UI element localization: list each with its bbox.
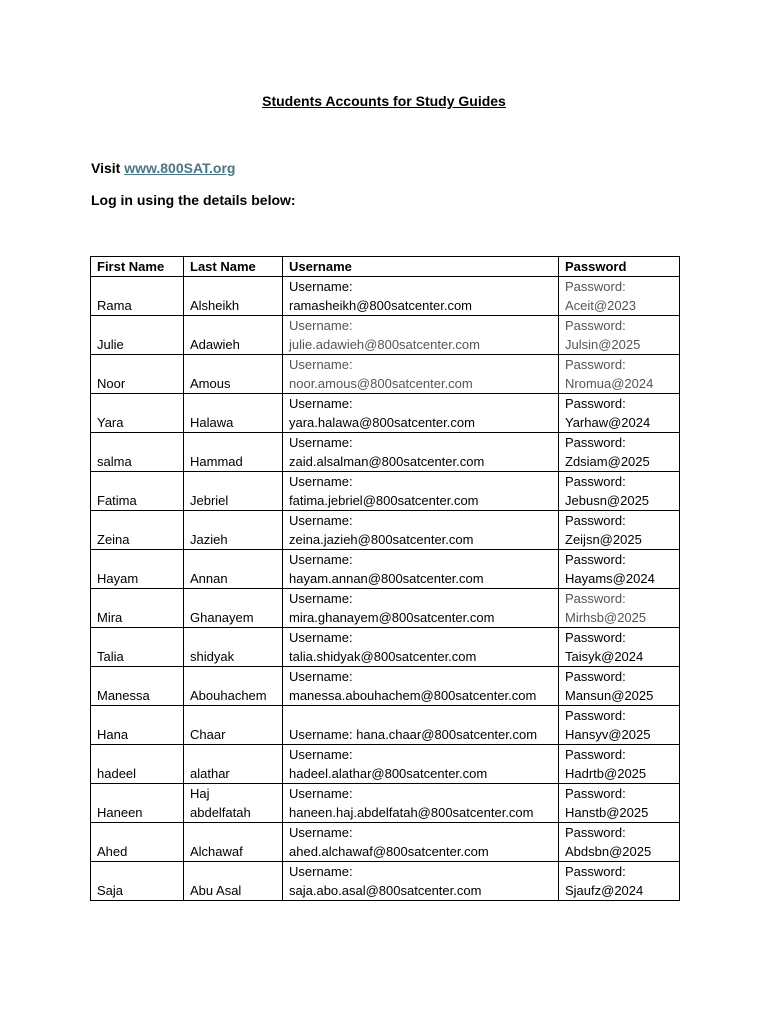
- username-value: mira.ghanayem@800satcenter.com: [289, 610, 495, 625]
- password-value: Hayams@2024: [565, 571, 655, 586]
- last-name-cell: Adawieh: [184, 316, 283, 355]
- username-cell: [283, 862, 559, 901]
- first-name-cell: Manessa: [91, 667, 184, 706]
- username-label: Username:: [289, 825, 353, 840]
- username-value: Username: hana.chaar@800satcenter.com: [289, 727, 538, 742]
- password-cell: [559, 433, 680, 472]
- username-label: Username:: [289, 474, 353, 489]
- username-label: Username:: [289, 786, 353, 801]
- password-label: Password:: [565, 552, 626, 567]
- first-name-cell: hadeel: [91, 745, 184, 784]
- header-username: Username: [283, 257, 559, 277]
- first-name-cell: Julie: [91, 316, 184, 355]
- username-cell: [283, 823, 559, 862]
- username-value: hayam.annan@800satcenter.com: [289, 571, 484, 586]
- password-label: Password:: [565, 708, 626, 723]
- username-cell: [283, 706, 559, 745]
- last-name-cell: Alsheikh: [184, 277, 283, 316]
- username-label: Username:: [289, 396, 353, 411]
- first-name-cell: Talia: [91, 628, 184, 667]
- username-cell: [283, 433, 559, 472]
- password-label: Password:: [565, 513, 626, 528]
- table-row: [91, 862, 680, 901]
- table-row: [91, 628, 680, 667]
- password-label: Password:: [565, 747, 626, 762]
- password-cell: [559, 628, 680, 667]
- password-value: Abdsbn@2025: [565, 844, 652, 859]
- username-value: julie.adawieh@800satcenter.com: [289, 337, 480, 352]
- visit-label: Visit: [91, 160, 121, 176]
- password-cell: [559, 511, 680, 550]
- password-value: Zdsiam@2025: [565, 454, 650, 469]
- password-value: Zeijsn@2025: [565, 532, 642, 547]
- table-row: [91, 355, 680, 394]
- username-value: yara.halawa@800satcenter.com: [289, 415, 475, 430]
- site-link[interactable]: www.800SAT.org: [124, 160, 236, 176]
- password-cell: [559, 784, 680, 823]
- username-value: fatima.jebriel@800satcenter.com: [289, 493, 479, 508]
- first-name-cell: Haneen: [91, 784, 184, 823]
- table-row: [91, 277, 680, 316]
- password-value: Hansyv@2025: [565, 727, 651, 742]
- password-value: Hanstb@2025: [565, 805, 649, 820]
- password-cell: [559, 277, 680, 316]
- username-cell: [283, 550, 559, 589]
- password-cell: [559, 706, 680, 745]
- table-row: [91, 784, 680, 823]
- username-cell: [283, 667, 559, 706]
- username-value: zeina.jazieh@800satcenter.com: [289, 532, 474, 547]
- username-cell: [283, 394, 559, 433]
- password-label: Password:: [565, 591, 626, 606]
- last-name-cell: Hammad: [184, 433, 283, 472]
- username-label: Username:: [289, 669, 353, 684]
- last-name-cell: Jazieh: [184, 511, 283, 550]
- table-row: [91, 433, 680, 472]
- username-value: manessa.abouhachem@800satcenter.com: [289, 688, 537, 703]
- password-cell: [559, 550, 680, 589]
- username-cell: [283, 784, 559, 823]
- password-cell: [559, 745, 680, 784]
- password-value: Mansun@2025: [565, 688, 654, 703]
- table-row: [91, 394, 680, 433]
- last-name-cell: Abouhachem: [184, 667, 283, 706]
- table-row: [91, 823, 680, 862]
- username-value: hadeel.alathar@800satcenter.com: [289, 766, 488, 781]
- visit-line: [91, 160, 235, 176]
- last-name-cell: shidyak: [184, 628, 283, 667]
- password-value: Yarhaw@2024: [565, 415, 651, 430]
- username-label: Username:: [289, 513, 353, 528]
- first-name-cell: Hana: [91, 706, 184, 745]
- username-value: saja.abo.asal@800satcenter.com: [289, 883, 482, 898]
- first-name-cell: Noor: [91, 355, 184, 394]
- password-label: Password:: [565, 864, 626, 879]
- password-value: Jebusn@2025: [565, 493, 650, 508]
- accounts-table: [90, 256, 680, 901]
- table-row: [91, 667, 680, 706]
- header-password: Password: [559, 257, 680, 277]
- username-cell: [283, 472, 559, 511]
- last-name-cell: Chaar: [184, 706, 283, 745]
- last-name-part: Haj: [190, 786, 210, 801]
- username-value: haneen.haj.abdelfatah@800satcenter.com: [289, 805, 534, 820]
- first-name-cell: Ahed: [91, 823, 184, 862]
- username-value: ahed.alchawaf@800satcenter.com: [289, 844, 489, 859]
- header-first-name: First Name: [91, 257, 184, 277]
- username-cell: [283, 316, 559, 355]
- username-cell: [283, 355, 559, 394]
- table-row: [91, 472, 680, 511]
- username-label: Username:: [289, 318, 353, 333]
- username-label: Username:: [289, 630, 353, 645]
- username-spacer: [289, 706, 552, 725]
- table-row: [91, 745, 680, 784]
- username-value: zaid.alsalman@800satcenter.com: [289, 454, 485, 469]
- password-label: Password:: [565, 630, 626, 645]
- password-label: Password:: [565, 435, 626, 450]
- password-value: Taisyk@2024: [565, 649, 644, 664]
- password-label: Password:: [565, 474, 626, 489]
- password-value: Sjaufz@2024: [565, 883, 644, 898]
- password-cell: [559, 355, 680, 394]
- table-row: [91, 316, 680, 355]
- username-label: Username:: [289, 864, 353, 879]
- login-instructions: Log in using the details below:: [91, 192, 296, 208]
- password-value: Julsin@2025: [565, 337, 641, 352]
- password-label: Password:: [565, 396, 626, 411]
- last-name-cell: Halawa: [184, 394, 283, 433]
- last-name-cell: Annan: [184, 550, 283, 589]
- table-row: [91, 706, 680, 745]
- password-label: Password:: [565, 318, 626, 333]
- password-cell: [559, 862, 680, 901]
- last-name-cell: Alchawaf: [184, 823, 283, 862]
- first-name-cell: Zeina: [91, 511, 184, 550]
- username-value: noor.amous@800satcenter.com: [289, 376, 473, 391]
- username-cell: [283, 589, 559, 628]
- username-label: Username:: [289, 435, 353, 450]
- last-name-part: abdelfatah: [190, 805, 251, 820]
- username-label: Username:: [289, 552, 353, 567]
- username-label: Username:: [289, 357, 353, 372]
- username-cell: [283, 277, 559, 316]
- first-name-cell: Rama: [91, 277, 184, 316]
- password-cell: [559, 472, 680, 511]
- password-value: Nromua@2024: [565, 376, 654, 391]
- username-label: Username:: [289, 591, 353, 606]
- password-label: Password:: [565, 825, 626, 840]
- table-row: [91, 550, 680, 589]
- password-cell: [559, 316, 680, 355]
- password-cell: [559, 394, 680, 433]
- table-row: [91, 589, 680, 628]
- password-value: Mirhsb@2025: [565, 610, 647, 625]
- header-last-name: Last Name: [184, 257, 283, 277]
- password-cell: [559, 667, 680, 706]
- password-label: Password:: [565, 279, 626, 294]
- first-name-cell: Saja: [91, 862, 184, 901]
- first-name-cell: Yara: [91, 394, 184, 433]
- last-name-cell: Jebriel: [184, 472, 283, 511]
- username-cell: [283, 511, 559, 550]
- password-value: Aceit@2023: [565, 298, 637, 313]
- password-label: Password:: [565, 357, 626, 372]
- last-name-cell: alathar: [184, 745, 283, 784]
- username-label: Username:: [289, 747, 353, 762]
- last-name-cell: Ghanayem: [184, 589, 283, 628]
- first-name-cell: Hayam: [91, 550, 184, 589]
- password-cell: [559, 589, 680, 628]
- first-name-cell: Fatima: [91, 472, 184, 511]
- table-row: [91, 511, 680, 550]
- username-label: Username:: [289, 279, 353, 294]
- password-value: Hadrtb@2025: [565, 766, 647, 781]
- page-title: Students Accounts for Study Guides: [262, 93, 506, 109]
- username-value: talia.shidyak@800satcenter.com: [289, 649, 477, 664]
- username-cell: [283, 628, 559, 667]
- username-cell: [283, 745, 559, 784]
- first-name-cell: salma: [91, 433, 184, 472]
- password-label: Password:: [565, 786, 626, 801]
- last-name-cell: Abu Asal: [184, 862, 283, 901]
- password-cell: [559, 823, 680, 862]
- last-name-cell: [184, 784, 283, 823]
- first-name-cell: Mira: [91, 589, 184, 628]
- username-value: ramasheikh@800satcenter.com: [289, 298, 473, 313]
- table-header-row: [91, 257, 680, 277]
- last-name-cell: Amous: [184, 355, 283, 394]
- password-label: Password:: [565, 669, 626, 684]
